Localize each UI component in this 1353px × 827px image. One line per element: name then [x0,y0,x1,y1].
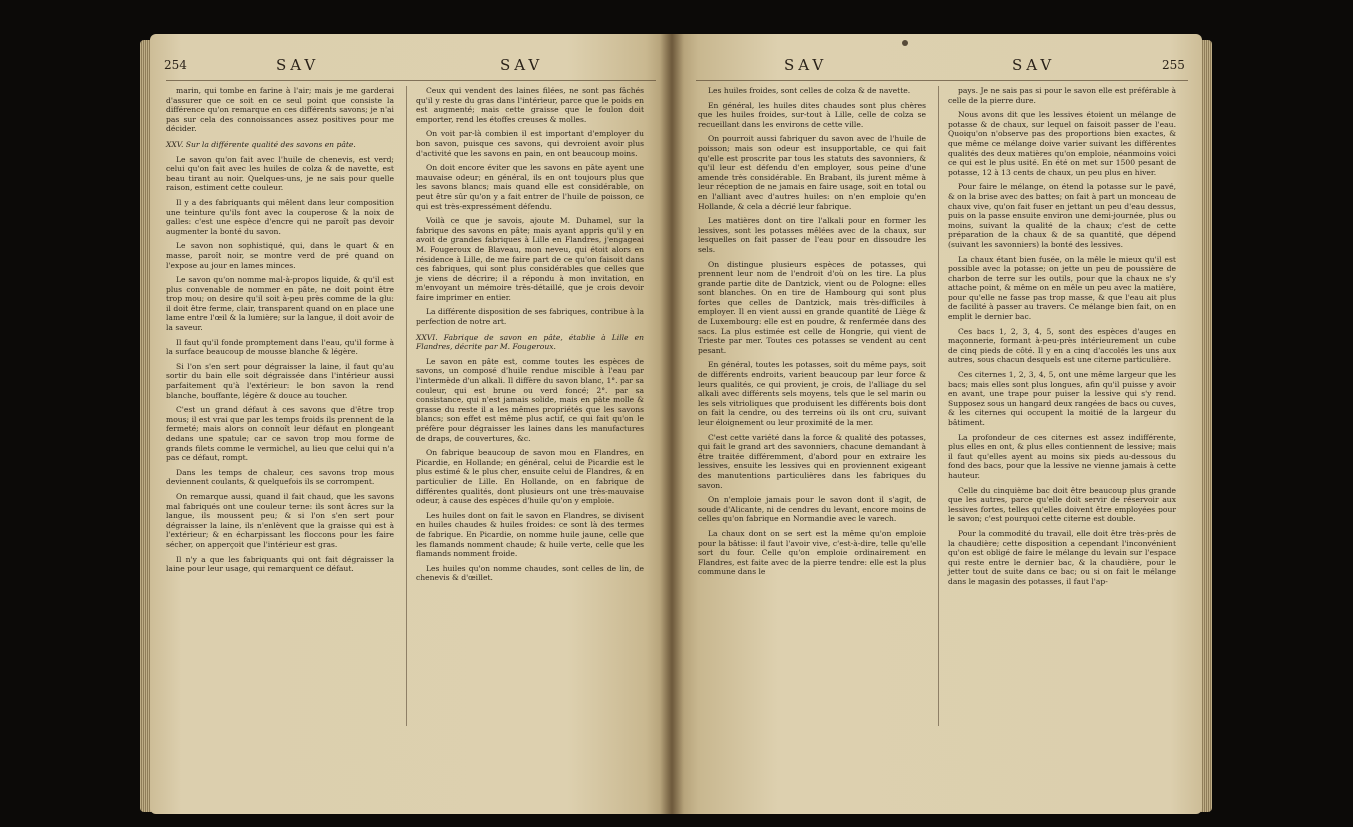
paragraph: C'est cette variété dans la force & qualité des potasses, qui fait le grand art des savonniers, chacune demandant à être traitée différemment, d'abord pour en extraire les lessives, ensuite les lessives qui en proviennent exigeant des manutentions particulières dans les fabriques du savon. [698,432,926,490]
left-column-2 [416,86,644,588]
paragraph: En général, toutes les potasses, soit du même pays, soit de différents endroits, varient beaucoup par leur force & leurs qualités, ce qui provient, je crois, de l'alliage du sel alkali avec différents sels moyens, tels que le sel marin ou les sels vitrioliques que produisent les différents bois dont on fait la cendre, ou des terreins où ils ont cru, suivant leur éloignement ou leur proximité de la mer. [698,360,926,427]
left-column-1 [166,86,394,579]
paragraph: pays. Je ne sais pas si pour le savon elle est préférable à celle de la pierre dure. [948,86,1176,105]
paragraph: XXVI. Fabrique de savon en pâte, établie à Lille en Flandres, décrite par M. Fougeroux. [416,332,644,352]
ink-blot [902,40,908,46]
left-column-rule [406,86,407,726]
paragraph: Il y a des fabriquants qui mêlent dans leur composition une teinture qu'ils font avec la couperose & la noix de galles: c'est une espèce d'encre qui ne paroît pas devoir augmenter la bonté du savon. [166,197,394,236]
paragraph: C'est un grand défaut à ces savons que d'être trop mous; il est vrai que par les temps froids ils prennent de la fermeté; mais alors on connoît leur défaut en plongeant dedans une spatule; car ce savon trop mou forme de grands filets comme le vermichel, au lieu que celui qui n'a pas ce défaut, rompt. [166,405,394,463]
paragraph: On doit encore éviter que les savons en pâte ayent une mauvaise odeur; en général, ils en ont toujours plus que les savons blancs; mais quand elle est considérable, on peut être sûr qu'on y a fait entrer de l'huile de poisson, ce qui est très-expressément défendu. [416,163,644,211]
left-page-number: 254 [164,58,187,72]
paragraph: Celle du cinquième bac doit être beaucoup plus grande que les autres, parce qu'elle doit servir de réservoir aux lessives fortes, telles qu'elles doivent être employées pour le savon; c'est pourquoi cette citerne est double. [948,485,1176,524]
paragraph: La chaux dont on se sert est la même qu'on emploie pour la bâtisse: il faut l'avoir vive, c'est-à-dire, telle qu'elle sort du four. Celle qu'on emploie ordinairement en Flandres, est faite avec de la pierre tendre: elle est la plus commune dans le [698,528,926,577]
paragraph: Le savon en pâte est, comme toutes les espèces de savons, un composé d'huile rendue miscible à l'eau par l'intermède d'un alkali. Il diffère du savon blanc, 1°. par sa couleur, qui est brune ou verd foncé; 2°. par sa consistance, qui n'est jamais solide, mais en pâte molle & grasse du reste il a les mêmes propriétés que les savons blancs; son effet est même plus actif, ce qui fait qu'on le préfère pour dégraisser les laines dans les manufactures de draps, de couvertures, &c. [416,356,644,443]
paragraph: Les huiles froides, sont celles de colza & de navette. [708,86,911,95]
paragraph: On voit par-là combien il est important d'employer du bon savon, puisque ces savons, qui devroient avoir plus d'activité que les savons en pain, en ont beaucoup moins. [416,129,644,158]
book-gutter [660,34,684,814]
paragraph: La différente disposition de ses fabriques, contribue à la perfection de notre art. [416,307,644,327]
paragraph: marin, qui tombe en farine à l'air; mais je me garderai d'assurer que ce soit en ce seul point que consiste la différence qu'on remarque en ces différents savons; je n'ai pas sur cela des connoissances assez positives pour me décider. [166,86,394,134]
right-column-rule [938,86,939,726]
paragraph: Le savon non sophistiqué, qui, dans le quart & en masse, paroît noir, se montre verd de pré quand on l'expose au jour en lames minces. [166,241,394,270]
paragraph: Les huiles dont on fait le savon en Flandres, se divisent en huiles chaudes & huiles froides: ce sont là des termes de fabrique. En Picardie, on nomme huile jaune, celle que les flamands nomment chaude; & huile verte, celle que les flamands nomment froide. [416,510,644,559]
paragraph: On n'emploie jamais pour le savon dont il s'agit, de soude d'Alicante, ni de cendres du levant, encore moins de celles qu'on fabrique en Normandie avec le varech. [698,495,926,524]
paragraph: Les matières dont on tire l'alkali pour en former les lessives, sont les potasses mêlées avec de la chaux, sur lesquelles on fait passer de l'eau pour en dissoudre les sels. [698,216,926,254]
left-header-right: SAV [500,56,544,74]
right-page-number: 255 [1162,58,1185,72]
left-header-left: SAV [276,56,320,74]
paragraph: Ces bacs 1, 2, 3, 4, 5, sont des espèces d'auges en maçonnerie, formant à-peu-près intérieurement un cube de cinq pieds de côté. Il y en a cinq d'accolés les uns aux autres, sous chacun desquels est une citerne particulière. [948,326,1176,365]
paragraph: Les huiles qu'on nomme chaudes, sont celles de lin, de chenevis & d'œillet. [416,563,644,583]
paragraph: Il n'y a que les fabriquants qui ont fait dégraisser la laine pour leur usage, qui remarquent ce défaut. [166,554,394,574]
right-column-1 [698,86,926,582]
paragraph: On distingue plusieurs espèces de potasses, qui prennent leur nom de l'endroit d'où on les tire. La plus grande partie dite de Dantzick, vient ou de Pologne: elles sont blanches. On en tire de Hambourg qui sont plus fortes que celles de Dantzick, mais très-difficiles à employer. Il en vient aussi en grande quantité de Liège & de Luxembourg: elle est en poudre, & renfermée dans des sacs. La plus estimée est celle de Hongrie, qui vient de Trieste par mer. Toutes ces potasses se vendent au cent pesant. [698,259,926,355]
right-header-rule [696,80,1188,81]
right-column-2 [948,86,1176,592]
paragraph: En général, les huiles dites chaudes sont plus chères que les huiles froides, sur-tout à Lille, celle de colza se recueillant dans les environs de cette ville. [698,100,926,129]
paragraph: Ces citernes 1, 2, 3, 4, 5, ont une même largeur que les bacs; mais elles sont plus longues, afin qu'il puisse y avoir en avant, une trape pour puiser la lessive qui s'y rend. Supposez sous un hangard deux rangées de bacs ou cuves, & les citernes qui occupent la moitié de la largeur du bâtiment. [948,370,1176,427]
paragraph: Le savon qu'on nomme mal-à-propos liquide, & qu'il est plus convenable de nommer en pâte, ne doit point être trop mou; on desire qu'il soit à-peu près comme de la glu: il doit être ferme, clair, transparent quand on en place une lame entre l'œil & la lumière; sur la langue, il doit avoir de la saveur. [166,275,394,333]
paragraph: La chaux étant bien fusée, on la mêle le mieux qu'il est possible avec la potasse; on jette un peu de poussière de charbon de terre sur les outils, pour que la chaux ne s'y attache point, & même on en mêle un peu avec la matière, pour qu'elle ne fasse pas trop masse, & que l'eau ait plus de facilité à passer au travers. Ce mélange bien fait, on en emplit le dernier bac. [948,254,1176,322]
paragraph: La profondeur de ces citernes est assez indifférente, plus elles en ont, & plus elles contiennent de lessive; mais il faut qu'elles ayent au moins six pieds au-dessous du fond des bacs, pour que la lessive ne vienne jamais à cette hauteur. [948,432,1176,480]
paragraph: Dans les temps de chaleur, ces savons trop mous deviennent coulants, & quelquefois ils se corrompent. [166,467,394,487]
paragraph: Le savon qu'on fait avec l'huile de chenevis, est verd; celui qu'on fait avec les huiles de colza & de navette, est beau tirant au noir. Quelques-uns, je ne sais pour quelle raison, estiment cette couleur. [166,154,394,193]
paragraph: On pourroit aussi fabriquer du savon avec de l'huile de poisson; mais son odeur est insupportable, ce qui fait qu'elle est proscrite par tous les statuts des savonniers, & qu'il leur est défendu d'en employer, sous peine d'une amende très considérable. En Brabant, ils jurent même à leur réception de ne jamais en faire usage, soit en total ou en l'alliant avec d'autres huiles: on n'en emploie qu'en Hollande, & cela a décrié leur fabrique. [698,134,926,211]
left-page [150,34,672,814]
paragraph: XXV. Sur la différente qualité des savons en pâte. [166,139,356,149]
paragraph: Ceux qui vendent des laines filées, ne sont pas fâchés qu'il y reste du gras dans l'intérieur, parce que le poids en est augmenté; mais cette graisse que le foulon doit emporter, rend les étoffes creuses & molles. [416,86,644,124]
paragraph: Pour faire le mélange, on étend la potasse sur le pavé, & on la brise avec des battes; on fait à part un monceau de chaux vive, qu'on fait fuser en jettant un peu d'eau dessus, puis on la passe ensuite environ une demi-journée, plus ou moins, suivant la qualité de la chaux; c'est de cette préparation de la chaux & de sa quantité, que dépend (suivant les savonniers) la bonté des lessives. [948,182,1176,249]
paragraph: On remarque aussi, quand il fait chaud, que les savons mal fabriqués ont une couleur terne: ils sont âcres sur la langue, ils moussent peu; & si l'on s'en sert pour dégraisser la laine, ils n'enlèvent que la graisse qui est à l'extérieur; & en écharpissant les floccons pour les faire sécher, on apperçoit que l'intérieur est gras. [166,491,394,549]
paragraph: Pour la commodité du travail, elle doit être très-près de la chaudière; cette disposition a cependant l'inconvénient qu'on est obligé de faire le mélange du levain sur l'espace qui reste entre le dernier bac, & la chaudière, pour le jetter tout de suite dans ce bac; ou si on fait le mélange dans le magasin des potasses, il faut l'ap- [948,528,1176,586]
right-header-right: SAV [1012,56,1056,74]
paragraph: Nous avons dit que les lessives étoient un mélange de potasse & de chaux, sur lequel on faisoit passer de l'eau. Quoiqu'on n'observe pas des proportions bien exactes, & que même ce mélange doive varier suivant les différentes qualités des deux matières qu'on emploie, néanmoins voici ce qui est le plus usité. En été on met sur 1500 pesant de potasse, 12 à 13 cents de chaux, un peu plus en hiver. [948,110,1176,177]
right-header-left: SAV [784,56,828,74]
right-page [672,34,1202,814]
paragraph: Si l'on s'en sert pour dégraisser la laine, il faut qu'au sortir du bain elle soit dégraissée dans l'intérieur aussi parfaitement qu'à l'extérieur: le bon savon la rend blanche, bouffante, légère & douce au toucher. [166,361,394,400]
paragraph: Voilà ce que je savois, ajoute M. Duhamel, sur la fabrique des savons en pâte; mais ayant appris qu'il y en avoit de grandes fabriques à Lille en Flandres, j'engageai M. Fougeroux de Blaveau, mon neveu, qui étoit alors en résidence à Lille, de me faire part de ce qu'on faisoit dans ces fabriques, qui sont plus considérables que celles que je viens de décrire; il a répondu à mon invitation, en m'envoyant un mémoire très-détaillé, que je crois devoir faire imprimer en entier. [416,216,644,302]
paragraph: On fabrique beaucoup de savon mou en Flandres, en Picardie, en Hollande; en général, celui de Picardie est le plus estimé & le plus cher, ensuite celui de Flandres, & en particulier de Lille. En Hollande, on en fabrique de différentes qualités, dont plusieurs ont une très-mauvaise odeur, à cause des espèces d'huile qu'on y emploie. [416,448,644,506]
left-header-rule [166,80,656,81]
paragraph: Il faut qu'il fonde promptement dans l'eau, qu'il forme à la surface beaucoup de mousse blanche & légère. [166,337,394,357]
